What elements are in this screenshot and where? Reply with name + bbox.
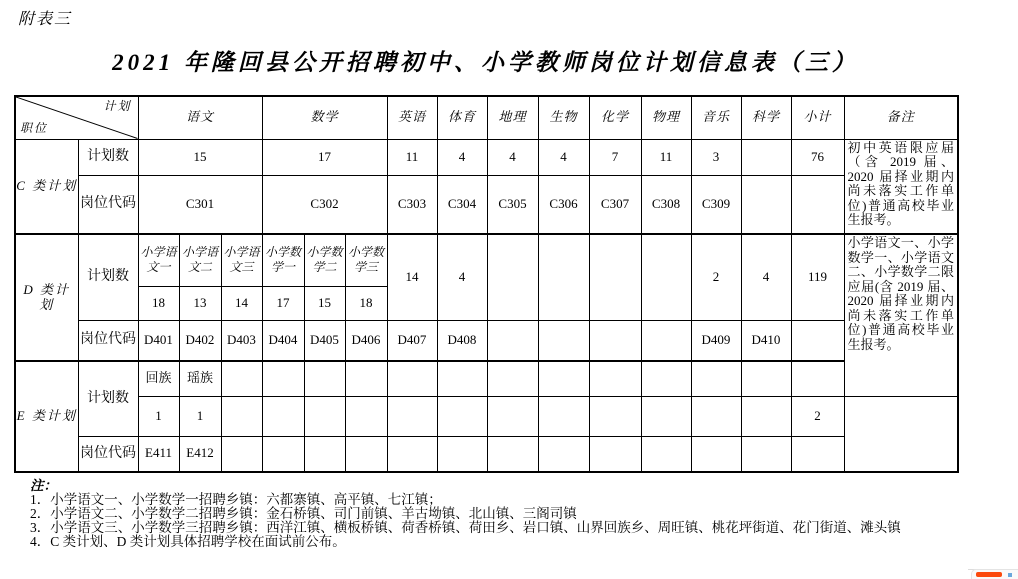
- table-cell: [791, 175, 844, 234]
- table-cell: D401: [138, 320, 179, 361]
- section-label-e: E 类计划: [15, 361, 78, 472]
- table-cell: [221, 361, 262, 396]
- table-cell: C306: [538, 175, 589, 234]
- col-header-chemistry: 化学: [589, 96, 641, 139]
- table-cell: 2: [691, 234, 741, 320]
- d-remarks: 小学语文一、小学数学一、小学语文二、小学数学二限应届(含 2019 届、2020 届择业期内尚未落实工作单位)普通高校毕业生报考。: [844, 234, 958, 396]
- page-title: 2021 年隆回县公开招聘初中、小学教师岗位计划信息表（三）: [112, 50, 859, 75]
- col-header-biology: 生物: [538, 96, 589, 139]
- table-cell: [538, 361, 589, 396]
- table-cell: [304, 361, 345, 396]
- corner-label-plan: 计划: [103, 99, 132, 113]
- d-subject: 小学语文二: [179, 234, 221, 286]
- table-cell: [589, 361, 641, 396]
- table-cell: [589, 436, 641, 472]
- table-cell: 15: [138, 139, 262, 175]
- table-cell: C309: [691, 175, 741, 234]
- corner-label-position: 职位: [20, 120, 49, 135]
- c-remarks: 初中英语限应届（含 2019 届、2020 届择业期内尚未落实工作单位)普通高校毕业生报考。: [844, 139, 958, 234]
- table-cell: C303: [387, 175, 437, 234]
- footnote-line: 4．C 类计划、D 类计划具体招聘学校在面试前公布。: [30, 534, 346, 549]
- table-cell: [387, 436, 437, 472]
- e-remarks: [844, 396, 958, 472]
- col-header-subtotal: 小计: [791, 96, 844, 139]
- table-cell: 4: [741, 234, 791, 320]
- table-cell: 1: [179, 396, 221, 436]
- table-cell: 1: [138, 396, 179, 436]
- table-cell: D406: [345, 320, 387, 361]
- table-cell: [641, 436, 691, 472]
- row-label-code: 岗位代码: [78, 320, 138, 361]
- table-cell: 119: [791, 234, 844, 320]
- table-cell: [437, 436, 487, 472]
- table-cell: [791, 436, 844, 472]
- table-cell: D408: [437, 320, 487, 361]
- table-cell: [221, 396, 262, 436]
- table-cell: 14: [387, 234, 437, 320]
- table-cell: [387, 396, 437, 436]
- table-cell: [304, 436, 345, 472]
- table-cell: D410: [741, 320, 791, 361]
- table-cell: [741, 139, 791, 175]
- table-cell: [487, 320, 538, 361]
- section-label-d: D 类计划: [15, 234, 78, 361]
- table-cell: [262, 396, 304, 436]
- col-header-chinese: 语文: [138, 96, 262, 139]
- table-cell: E411: [138, 436, 179, 472]
- table-cell: 17: [262, 286, 304, 320]
- table-cell: 18: [138, 286, 179, 320]
- table-cell: 7: [589, 139, 641, 175]
- row-label-code: 岗位代码: [78, 175, 138, 234]
- d-subject: 小学数学三: [345, 234, 387, 286]
- table-cell: D403: [221, 320, 262, 361]
- table-cell: [741, 361, 791, 396]
- table-cell: [345, 396, 387, 436]
- table-cell: [262, 361, 304, 396]
- screen-tool-widget[interactable]: [971, 569, 1018, 579]
- table-cell: [538, 320, 589, 361]
- table-cell: C304: [437, 175, 487, 234]
- table-cell: [691, 436, 741, 472]
- table-cell: C302: [262, 175, 387, 234]
- table-cell: [691, 361, 741, 396]
- table-cell: D404: [262, 320, 304, 361]
- table-cell: [791, 361, 844, 396]
- footnote-label: 注：: [30, 478, 57, 493]
- appendix-tag: 附表三: [18, 11, 73, 28]
- diagonal-corner-cell: [15, 96, 138, 139]
- table-cell: D409: [691, 320, 741, 361]
- table-cell: 17: [262, 139, 387, 175]
- table-cell: C301: [138, 175, 262, 234]
- table-cell: [262, 436, 304, 472]
- footnote-line: 2．小学语文二、小学数学二招聘乡镇：金石桥镇、司门前镇、羊古坳镇、北山镇、三阁司镇: [30, 506, 577, 521]
- col-header-english: 英语: [387, 96, 437, 139]
- table-cell: 11: [387, 139, 437, 175]
- header-row: [15, 96, 958, 139]
- table-cell: [641, 320, 691, 361]
- table-cell: [791, 320, 844, 361]
- col-header-science: 科学: [741, 96, 791, 139]
- footnotes: [30, 479, 990, 549]
- d-subject: 小学数学一: [262, 234, 304, 286]
- table-cell: 11: [641, 139, 691, 175]
- footnote-line: 3．小学语文三、小学数学三招聘乡镇：西洋江镇、横板桥镇、荷香桥镇、荷田乡、岩口镇、山界回族乡、周旺镇、桃花坪街道、花门街道、滩头镇: [30, 520, 901, 535]
- d-subject-row: [15, 234, 958, 286]
- table-cell: [589, 320, 641, 361]
- tool-dot-icon[interactable]: [1008, 573, 1012, 577]
- table-cell: [589, 396, 641, 436]
- table-cell: 2: [791, 396, 844, 436]
- table-cell: [538, 396, 589, 436]
- e-group: 瑶族: [179, 361, 221, 396]
- row-label-plan: 计划数: [78, 234, 138, 320]
- table-cell: 15: [304, 286, 345, 320]
- table-cell: [741, 396, 791, 436]
- e-count-row: [15, 396, 958, 436]
- table-cell: [589, 234, 641, 320]
- table-cell: D405: [304, 320, 345, 361]
- table-cell: [641, 396, 691, 436]
- table-cell: [741, 436, 791, 472]
- table-cell: D402: [179, 320, 221, 361]
- table-cell: [691, 396, 741, 436]
- col-header-pe: 体育: [437, 96, 487, 139]
- table-cell: [741, 175, 791, 234]
- d-subject: 小学语文一: [138, 234, 179, 286]
- e-group: 回族: [138, 361, 179, 396]
- col-header-geography: 地理: [487, 96, 538, 139]
- table-cell: 4: [538, 139, 589, 175]
- d-subject: 小学数学二: [304, 234, 345, 286]
- table-cell: [345, 361, 387, 396]
- e-group-row: [15, 361, 958, 396]
- row-label-plan: 计划数: [78, 361, 138, 436]
- table-cell: [641, 361, 691, 396]
- recruitment-plan-table: [14, 95, 959, 473]
- table-cell: C308: [641, 175, 691, 234]
- table-cell: 76: [791, 139, 844, 175]
- col-header-remarks: 备注: [844, 96, 958, 139]
- c-code-row: [15, 175, 958, 234]
- col-header-music: 音乐: [691, 96, 741, 139]
- table-cell: 18: [345, 286, 387, 320]
- table-cell: C307: [589, 175, 641, 234]
- tool-button-icon[interactable]: [976, 572, 1002, 577]
- table-cell: [387, 361, 437, 396]
- d-subject: 小学语文三: [221, 234, 262, 286]
- table-cell: 4: [437, 139, 487, 175]
- table-cell: [538, 234, 589, 320]
- col-header-math: 数学: [262, 96, 387, 139]
- table-cell: [221, 436, 262, 472]
- table-cell: E412: [179, 436, 221, 472]
- table-cell: [487, 234, 538, 320]
- table-cell: [641, 234, 691, 320]
- d-code-row: [15, 320, 958, 361]
- table-cell: 13: [179, 286, 221, 320]
- table-cell: [437, 361, 487, 396]
- table-cell: [437, 396, 487, 436]
- col-header-physics: 物理: [641, 96, 691, 139]
- table-cell: [487, 361, 538, 396]
- table-cell: [304, 396, 345, 436]
- table-cell: 4: [487, 139, 538, 175]
- e-code-row: [15, 436, 958, 472]
- table-cell: C305: [487, 175, 538, 234]
- table-cell: [487, 436, 538, 472]
- c-plan-row: [15, 139, 958, 175]
- table-cell: [345, 436, 387, 472]
- table-cell: 14: [221, 286, 262, 320]
- table-cell: 4: [437, 234, 487, 320]
- row-label-plan: 计划数: [78, 139, 138, 175]
- table-cell: D407: [387, 320, 437, 361]
- section-label-c: C 类计划: [15, 139, 78, 234]
- footnote-line: 1．小学语文一、小学数学一招聘乡镇：六都寨镇、高平镇、七江镇；: [30, 492, 442, 507]
- table-cell: [487, 396, 538, 436]
- table-cell: [538, 436, 589, 472]
- row-label-code: 岗位代码: [78, 436, 138, 472]
- table-cell: 3: [691, 139, 741, 175]
